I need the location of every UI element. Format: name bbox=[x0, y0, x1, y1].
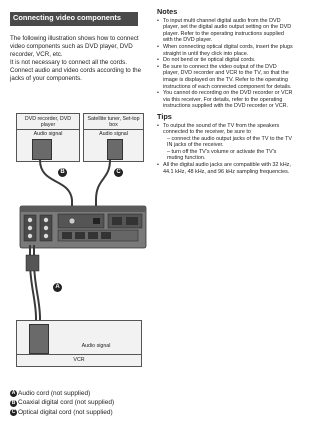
dvd-audio-signal-label: Audio signal bbox=[33, 131, 63, 137]
dvd-component-title: DVD recorder, DVD player bbox=[24, 116, 72, 128]
vcr-component-box bbox=[16, 320, 142, 367]
audio-cord bbox=[30, 245, 36, 322]
tip-subitem: – turn off the TV's volume or activate the TV's muting function. bbox=[167, 148, 277, 162]
legend-item bbox=[10, 408, 114, 417]
tips-list bbox=[157, 123, 294, 176]
divider bbox=[17, 354, 141, 355]
divider bbox=[17, 129, 79, 130]
cord-legend bbox=[10, 389, 114, 417]
tip-subitem: – connect the audio output jacks of the TV to the TV IN jacks of the receiver. bbox=[167, 135, 292, 149]
legend-text: Audio cord (not supplied) bbox=[18, 390, 91, 397]
tip-item bbox=[157, 123, 294, 163]
intro-paragraph-1: The following illustration shows how to connect video components such as DVD player, DVD recorder, VCR, etc. bbox=[10, 35, 139, 59]
legend-badge: B bbox=[11, 399, 16, 406]
divider bbox=[84, 129, 143, 130]
dvd-component-box bbox=[16, 113, 80, 162]
callout-b: B bbox=[58, 168, 67, 177]
legend-text: Optical digital cord (not supplied) bbox=[18, 408, 113, 416]
satellite-audio-signal-label: Audio signal bbox=[99, 131, 128, 137]
dvd-output-jacks bbox=[32, 139, 52, 160]
note-item: • Do not bend or tie optical digital cords. bbox=[157, 57, 294, 64]
tip-item: • All the digital audio jacks are compatible with 32 kHz, 44.1 kHz, 48 kHz, and 96 kHz sampling frequencies. bbox=[157, 162, 294, 175]
callout-c: C bbox=[114, 168, 123, 177]
notes-heading: Notes bbox=[157, 7, 178, 16]
satellite-output-jacks bbox=[107, 139, 123, 160]
vcr-component-title: VCR bbox=[73, 357, 85, 363]
tips-heading: Tips bbox=[157, 111, 172, 121]
intro-paragraph-2: It is not necessary to connect all the cords. Connect audio and video cords according to the jacks of your components. bbox=[10, 59, 142, 83]
receiver-rear-panel bbox=[20, 206, 146, 248]
intro-text bbox=[10, 35, 148, 84]
notes-list bbox=[157, 18, 294, 110]
legend-item bbox=[10, 389, 114, 398]
legend-item bbox=[10, 398, 114, 407]
coaxial-cord bbox=[40, 160, 72, 208]
legend-badge: C bbox=[11, 409, 16, 416]
note-item: • To input multi channel digital audio from the DVD player, set the digital audio output setting on the DVD player. Refer to the operating instructions supplied with the DVD player. bbox=[157, 18, 294, 44]
tip-text: To output the sound of the TV from the speakers connected to the receiver, be sure to bbox=[163, 122, 280, 136]
callout-a: A bbox=[53, 283, 62, 292]
legend-text: Coaxial digital cord (not supplied) bbox=[18, 399, 115, 407]
legend-badge: A bbox=[11, 390, 16, 397]
note-item: • You cannot do recording on the DVD recorder or VCR via this receiver. For details, refer to the operating instructions supplied with the DVD recorder or VCR. bbox=[157, 90, 294, 110]
satellite-component-title: Satellite tuner, Set-top box bbox=[87, 116, 140, 128]
optical-cord bbox=[96, 160, 110, 208]
vcr-output-jacks bbox=[29, 324, 49, 354]
section-header bbox=[10, 12, 138, 26]
section-title: Connecting video components bbox=[13, 13, 121, 22]
note-item: • Be sure to connect the video output of the DVD player, DVD recorder and VCR to the TV, so that the image is displayed on the TV. Refer to the operating instructions of each connected component for details. bbox=[157, 64, 294, 90]
note-item: • When connecting optical digital cords, insert the plugs straight in until they click into place. bbox=[157, 44, 294, 57]
notes-and-tips bbox=[157, 9, 294, 179]
satellite-component-box bbox=[83, 113, 144, 162]
vcr-audio-signal-label: Audio signal bbox=[81, 343, 111, 349]
